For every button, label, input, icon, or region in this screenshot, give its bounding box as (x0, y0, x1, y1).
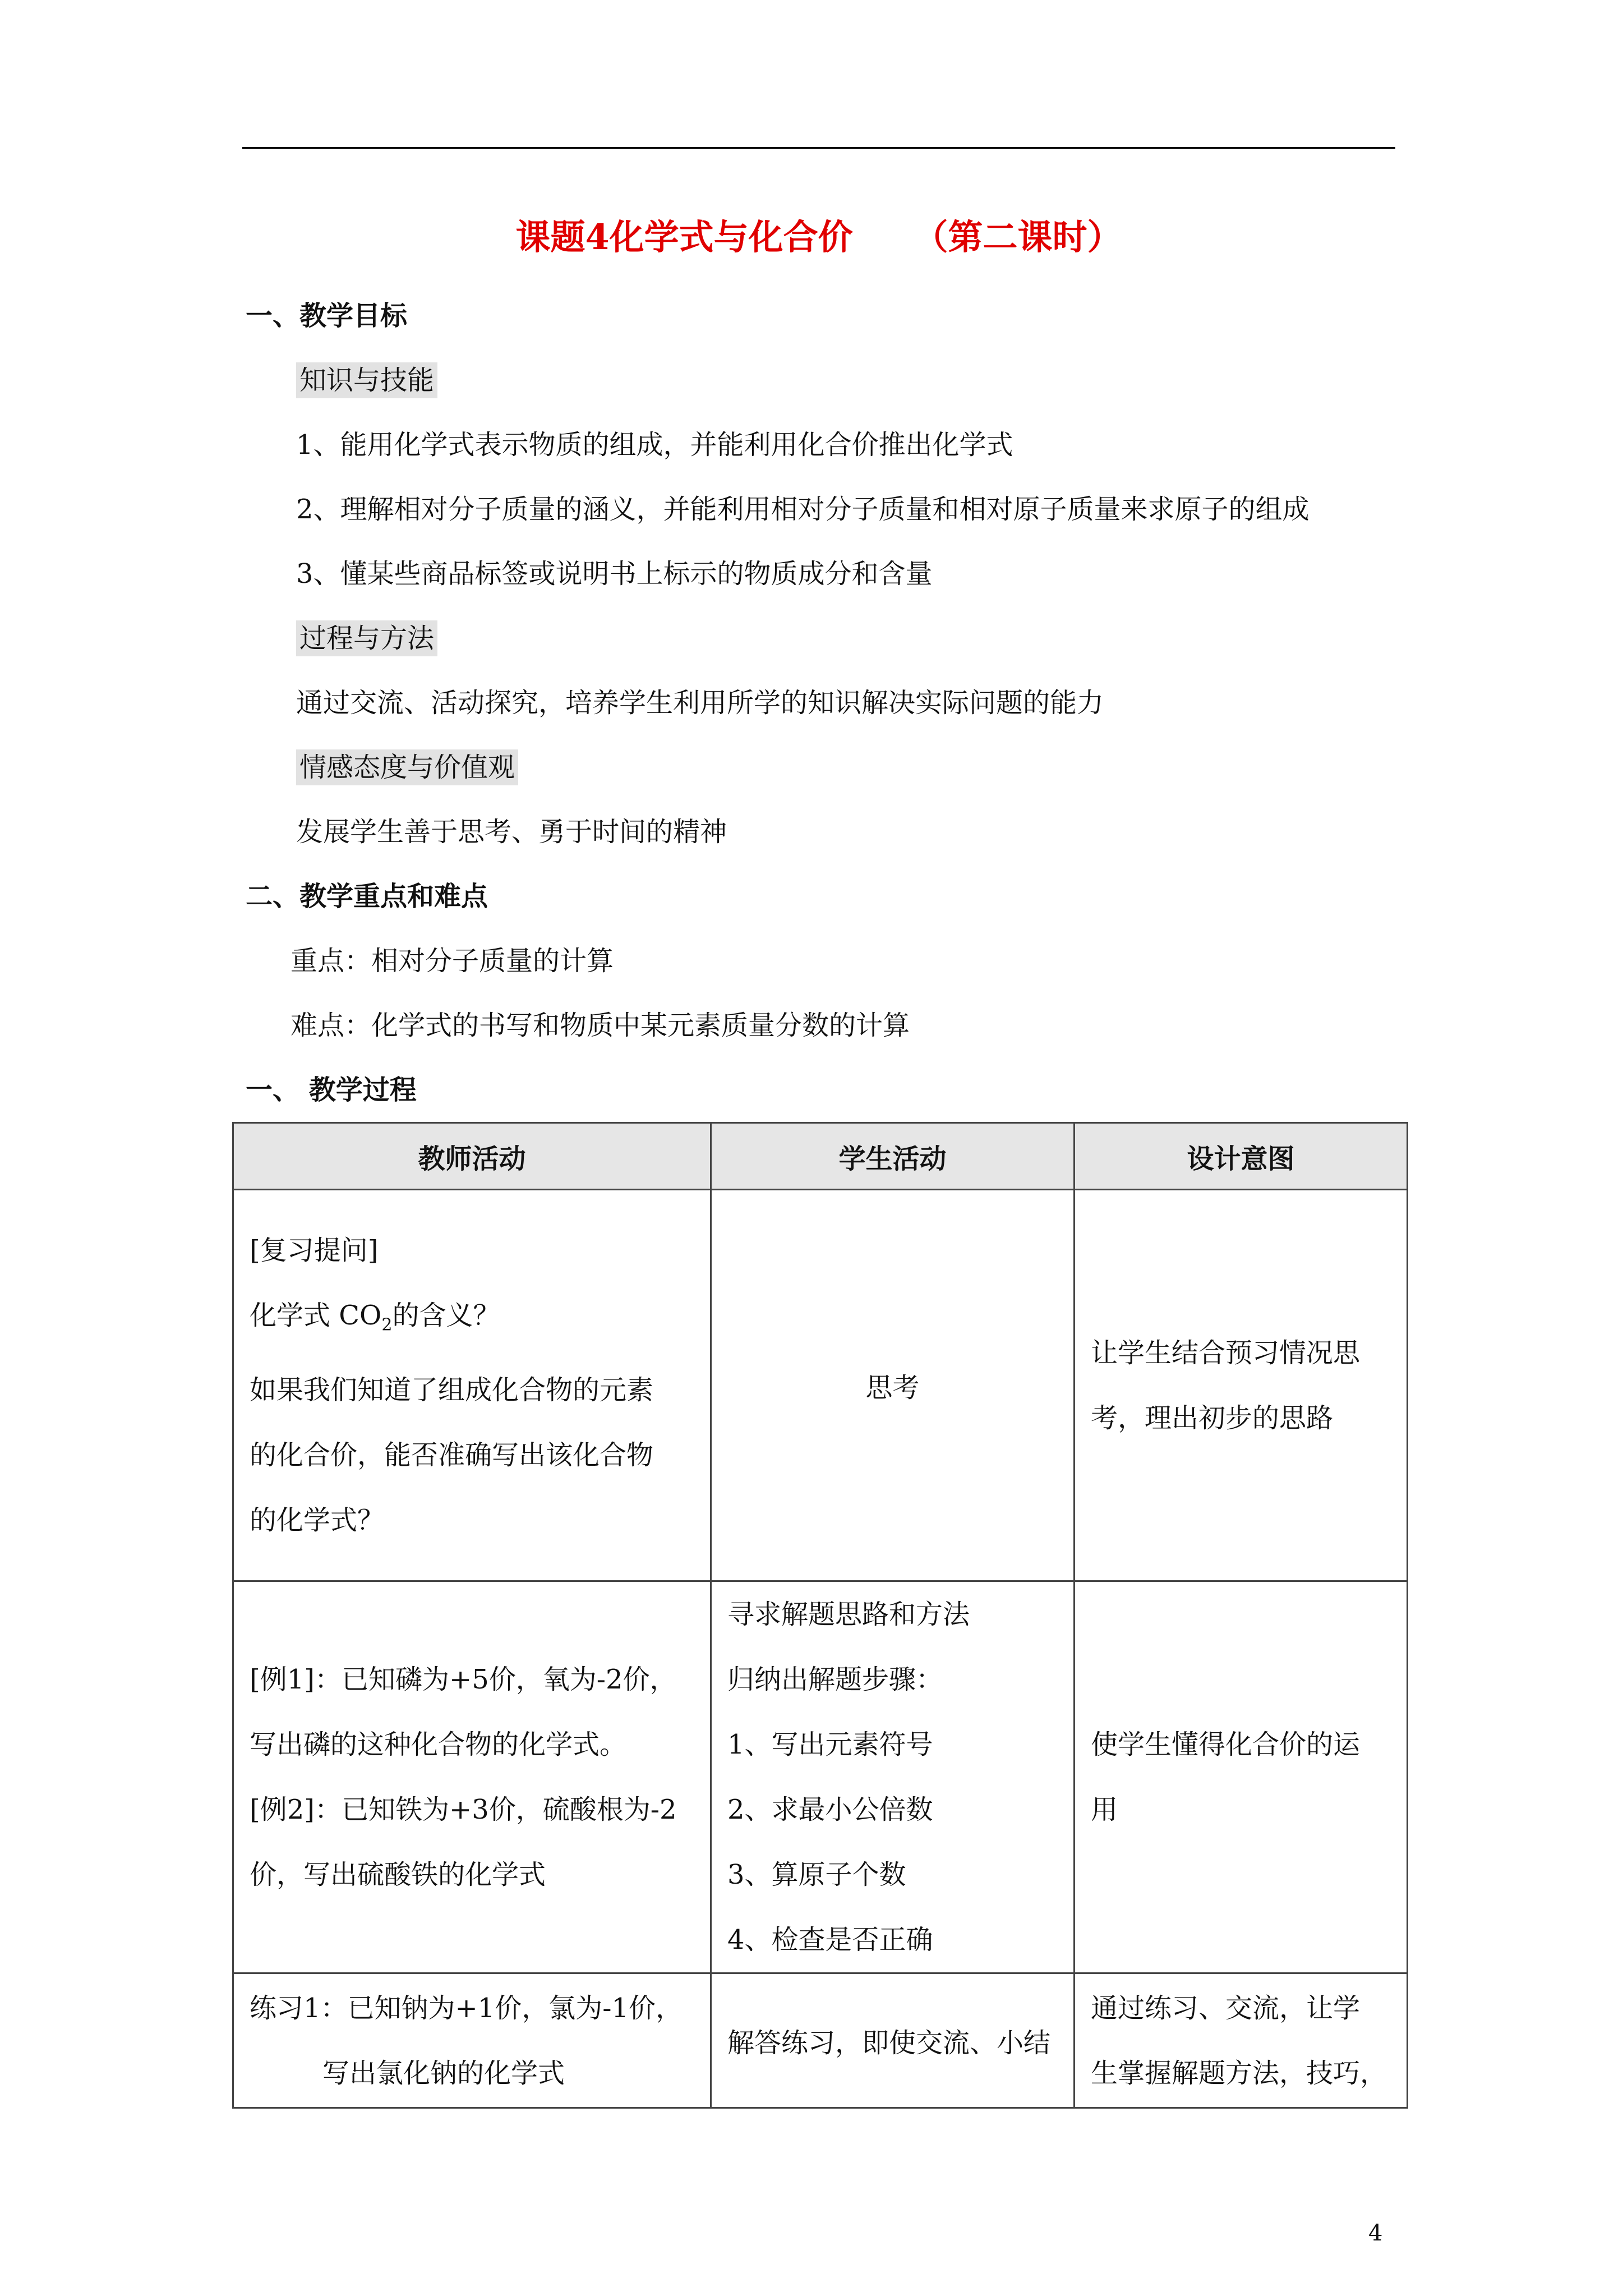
difficult-point: 难点：化学式的书写和物质中某元素质量分数的计算 (291, 1010, 910, 1041)
table-row (233, 1581, 1408, 1973)
cell-line: 2、求最小公倍数 (727, 1794, 933, 1825)
cell-line: 1、写出元素符号 (727, 1729, 933, 1760)
cell-line: 的化合价，能否准确写出该化合物 (250, 1439, 654, 1471)
cell-line: 考，理出初步的思路 (1091, 1402, 1334, 1434)
cell-line: 让学生结合预习情况思 (1091, 1337, 1361, 1369)
cell-line: 的化学式？ (250, 1504, 385, 1536)
knowledge-item-1: 1、能用化学式表示物质的组成，并能利用化合价推出化学式 (296, 429, 1013, 461)
cell-line: 生掌握解题方法，技巧， (1091, 2057, 1387, 2089)
cell-line: 使学生懂得化合价的运 (1091, 1729, 1361, 1760)
cell-line: [例2]：已知铁为+3价，硫酸根为-2 (250, 1794, 677, 1825)
subheading-process: 过程与方法 (296, 619, 437, 658)
subheading-emotion: 情感态度与价值观 (296, 748, 518, 787)
column-header-teacher: 教师活动 (233, 1123, 711, 1190)
header-rule (242, 147, 1395, 149)
section-heading-keypoints: 二、教学重点和难点 (246, 881, 488, 912)
page-number: 4 (1368, 2220, 1383, 2246)
table-row (233, 1190, 1408, 1581)
key-point: 重点：相对分子质量的计算 (291, 945, 614, 977)
cell-line: 写出氯化钠的化学式 (322, 2057, 565, 2089)
table-row (233, 1973, 1408, 2108)
student-cell (711, 1581, 1075, 1973)
subheading-knowledge: 知识与技能 (296, 361, 437, 400)
section-heading-objectives: 一、教学目标 (246, 300, 408, 332)
cell-line: [复习提问] (250, 1234, 379, 1266)
emotion-text: 发展学生善于思考、勇于时间的精神 (296, 816, 727, 848)
cell-line: 4、检查是否正确 (727, 1924, 933, 1955)
process-text: 通过交流、活动探究，培养学生利用所学的知识解决实际问题的能力 (296, 687, 1104, 719)
knowledge-item-2: 2、理解相对分子质量的涵义，并能利用相对分子质量和相对原子质量来求原子的组成 (296, 494, 1310, 525)
teacher-cell (233, 1581, 711, 1973)
cell-line: 寻求解题思路和方法 (727, 1599, 970, 1630)
section-heading-process: 一、 教学过程 (246, 1074, 417, 1106)
knowledge-item-3: 3、懂某些商品标签或说明书上标示的物质成分和含量 (296, 558, 933, 590)
cell-line: 用 (1091, 1794, 1118, 1825)
design-cell (1075, 1973, 1408, 2108)
cell-line: 练习1：已知钠为+1价，氯为-1价， (250, 1992, 683, 2024)
teacher-cell (233, 1190, 711, 1581)
cell-line: [例1]：已知磷为+5价，氧为-2价， (250, 1664, 677, 1695)
design-cell (1075, 1581, 1408, 1973)
column-header-design: 设计意图 (1075, 1123, 1408, 1190)
cell-line: 归纳出解题步骤： (727, 1664, 943, 1695)
document-title: 课题4化学式与化合价 （第二课时） (515, 217, 1122, 257)
design-cell (1075, 1190, 1408, 1581)
student-cell: 思考 (711, 1190, 1075, 1581)
cell-line: 写出磷的这种化合物的化学式。 (250, 1729, 627, 1760)
cell-line: 如果我们知道了组成化合物的元素 (250, 1374, 654, 1406)
column-header-student: 学生活动 (711, 1123, 1075, 1190)
teaching-process-table (232, 1122, 1408, 2109)
student-cell: 解答练习，即使交流、小结 (711, 1973, 1075, 2108)
cell-line-formula: 化学式 $CO_2$的含义？ (250, 1299, 500, 1335)
teacher-cell (233, 1973, 711, 2108)
cell-line: 通过练习、交流，让学 (1091, 1992, 1361, 2024)
cell-line: 3、算原子个数 (727, 1859, 906, 1890)
cell-line: 价，写出硫酸铁的化学式 (250, 1859, 546, 1890)
table-header-row (233, 1123, 1408, 1190)
